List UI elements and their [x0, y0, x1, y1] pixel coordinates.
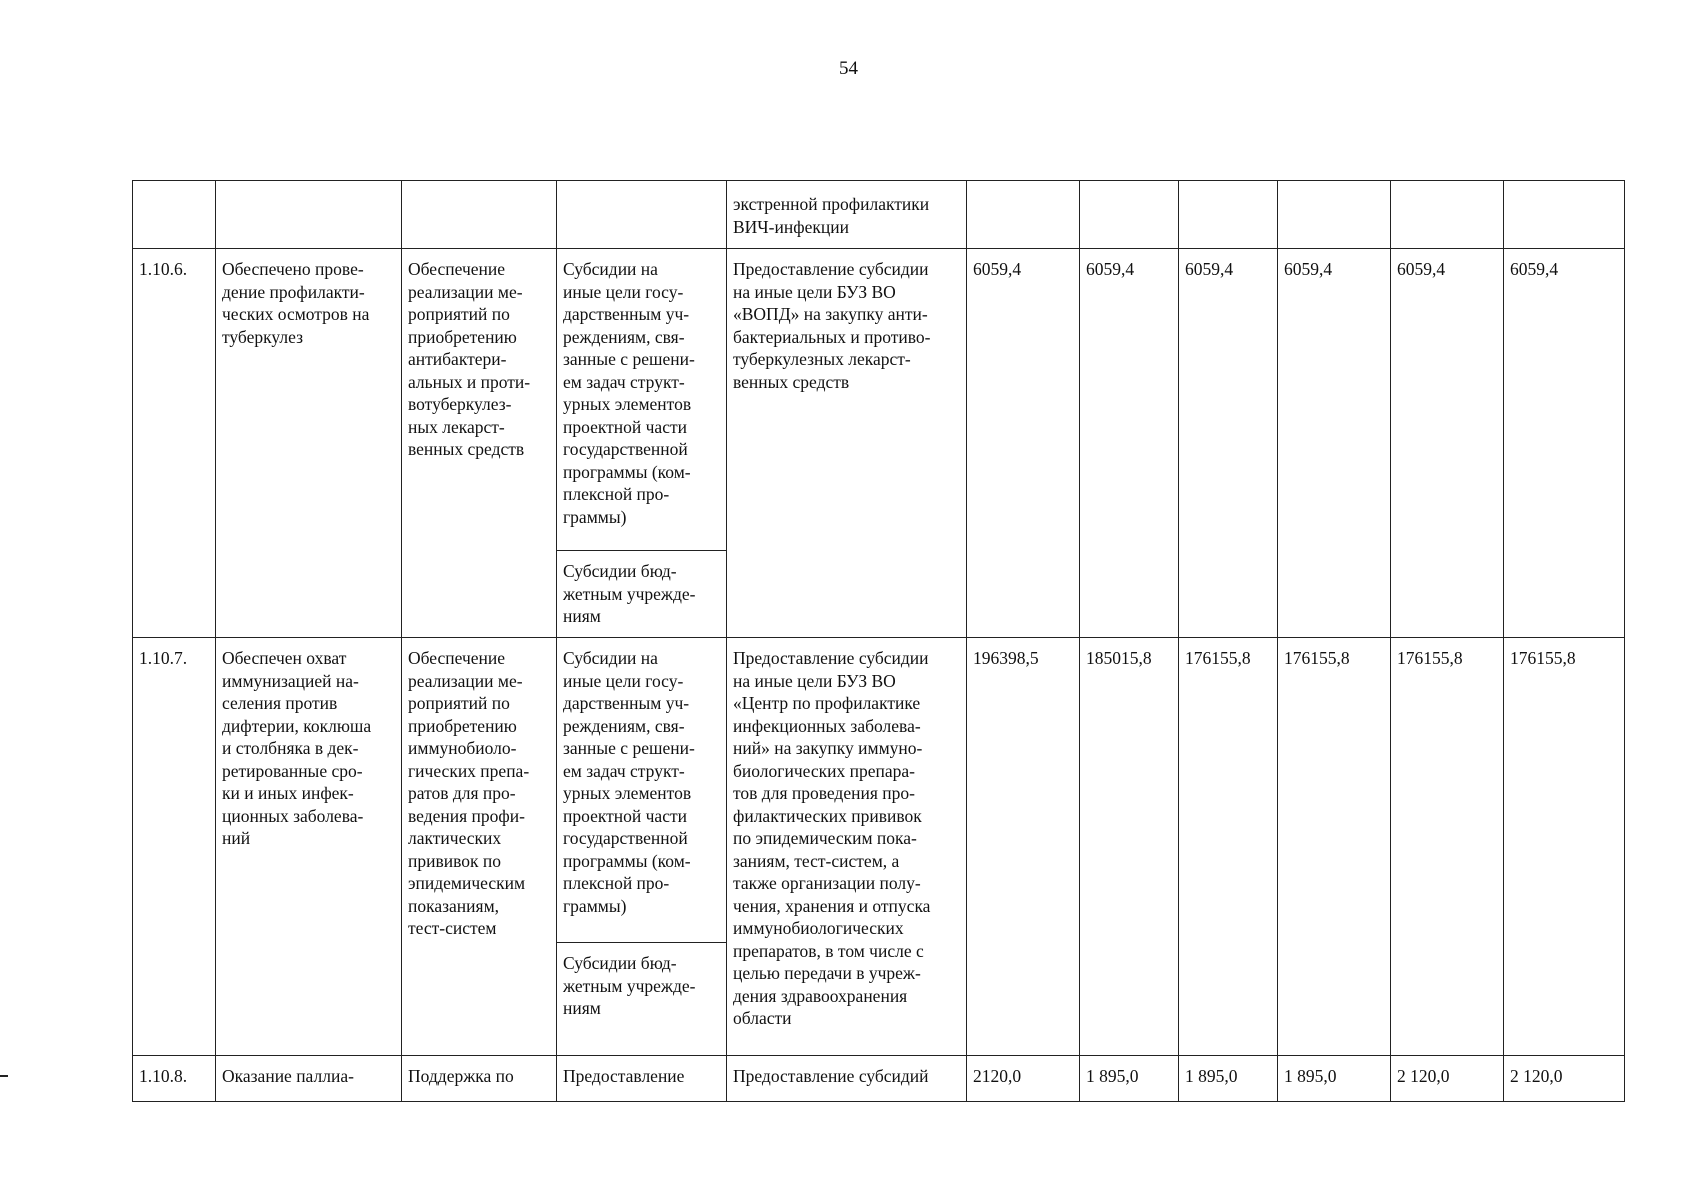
- scan-edge-mark: [0, 1075, 8, 1077]
- value-cell: 1 895,0: [1278, 1056, 1391, 1102]
- table-row-continued: [133, 181, 1625, 249]
- value-cell: 6059,4: [1080, 249, 1179, 638]
- value-cell: 176155,8: [1278, 638, 1391, 1056]
- funding-cell: Субсидии на иные цели госу- дарственным уч- реждениям, свя- занные с решени- ем задач структ- урных элементов проектной части государственной программы (ком- плексной про- граммы): [557, 638, 727, 943]
- event-cell: Обеспечение реализации ме- роприятий по приобретению иммунобиоло- гических препа- ратов для про- ведения профи- лактических прививок по эпидемическим показаниям, тест-систем: [402, 638, 557, 1056]
- result-cell: Оказание паллиа-: [216, 1056, 402, 1102]
- table-row: [133, 1056, 1625, 1102]
- row-code: 1.10.7.: [133, 638, 216, 1056]
- value-cell: 2120,0: [967, 1056, 1080, 1102]
- result-cell: Обеспечено прове- дение профилакти- ческих осмотров на туберкулез: [216, 249, 402, 638]
- value-cell: 196398,5: [967, 638, 1080, 1056]
- value-cell: 6059,4: [1278, 249, 1391, 638]
- description-cell: Предоставление субсидии на иные цели БУЗ ВО «ВОПД» на закупку анти- бактериальных и противо- туберкулезных лекарст- венных средств: [727, 249, 967, 638]
- table-cell: [1391, 181, 1504, 249]
- table-cell: [967, 181, 1080, 249]
- event-cell: Обеспечение реализации ме- роприятий по приобретению антибактери- альных и проти- вотуберкулез- ных лекарст- венных средств: [402, 249, 557, 638]
- funding-cell: Субсидии на иные цели госу- дарственным уч- реждениям, свя- занные с решени- ем задач структ- урных элементов проектной части государственной программы (ком- плексной про- граммы): [557, 249, 727, 551]
- table-cell: [1504, 181, 1625, 249]
- page-number: 54: [839, 58, 858, 79]
- table-cell: [216, 181, 402, 249]
- value-cell: 176155,8: [1504, 638, 1625, 1056]
- table-row: [133, 638, 1625, 943]
- value-cell: 1 895,0: [1179, 1056, 1278, 1102]
- value-cell: 176155,8: [1179, 638, 1278, 1056]
- value-cell: 176155,8: [1391, 638, 1504, 1056]
- value-cell: 6059,4: [1391, 249, 1504, 638]
- funding-cell: Субсидии бюд- жетным учрежде- ниям: [557, 943, 727, 1056]
- table-cell: [1179, 181, 1278, 249]
- funding-cell: Субсидии бюд- жетным учрежде- ниям: [557, 551, 727, 638]
- funding-cell: Предоставление: [557, 1056, 727, 1102]
- program-table: [132, 180, 1625, 1102]
- table-cell: [1278, 181, 1391, 249]
- value-cell: 6059,4: [1179, 249, 1278, 638]
- value-cell: 6059,4: [967, 249, 1080, 638]
- table-cell: [402, 181, 557, 249]
- value-cell: 2 120,0: [1504, 1056, 1625, 1102]
- value-cell: 6059,4: [1504, 249, 1625, 638]
- description-cell: Предоставление субсидии на иные цели БУЗ ВО «Центр по профилактике инфекционных заболева- ний» на закупку иммуно- биологических препара- тов для проведения про- филактических прививок по эпидемическим пока- заниям, тест-систем, а также организации полу- чения, хранения и отпуска иммунобиологических препаратов, в том числе с целью передачи в учреж- дения здравоохранения области: [727, 638, 967, 1056]
- value-cell: 2 120,0: [1391, 1056, 1504, 1102]
- table-row: [133, 249, 1625, 551]
- table-cell: [1080, 181, 1179, 249]
- result-cell: Обеспечен охват иммунизацией на- селения против дифтерии, коклюша и столбняка в дек- ретированные сро- ки и иных инфек- ционных заболева- ний: [216, 638, 402, 1056]
- table-cell: [557, 181, 727, 249]
- row-code: 1.10.8.: [133, 1056, 216, 1102]
- description-cell: экстренной профилактики ВИЧ-инфекции: [727, 181, 967, 249]
- description-cell: Предоставление субсидий: [727, 1056, 967, 1102]
- event-cell: Поддержка по: [402, 1056, 557, 1102]
- value-cell: 1 895,0: [1080, 1056, 1179, 1102]
- value-cell: 185015,8: [1080, 638, 1179, 1056]
- row-code: 1.10.6.: [133, 249, 216, 638]
- table-cell: [133, 181, 216, 249]
